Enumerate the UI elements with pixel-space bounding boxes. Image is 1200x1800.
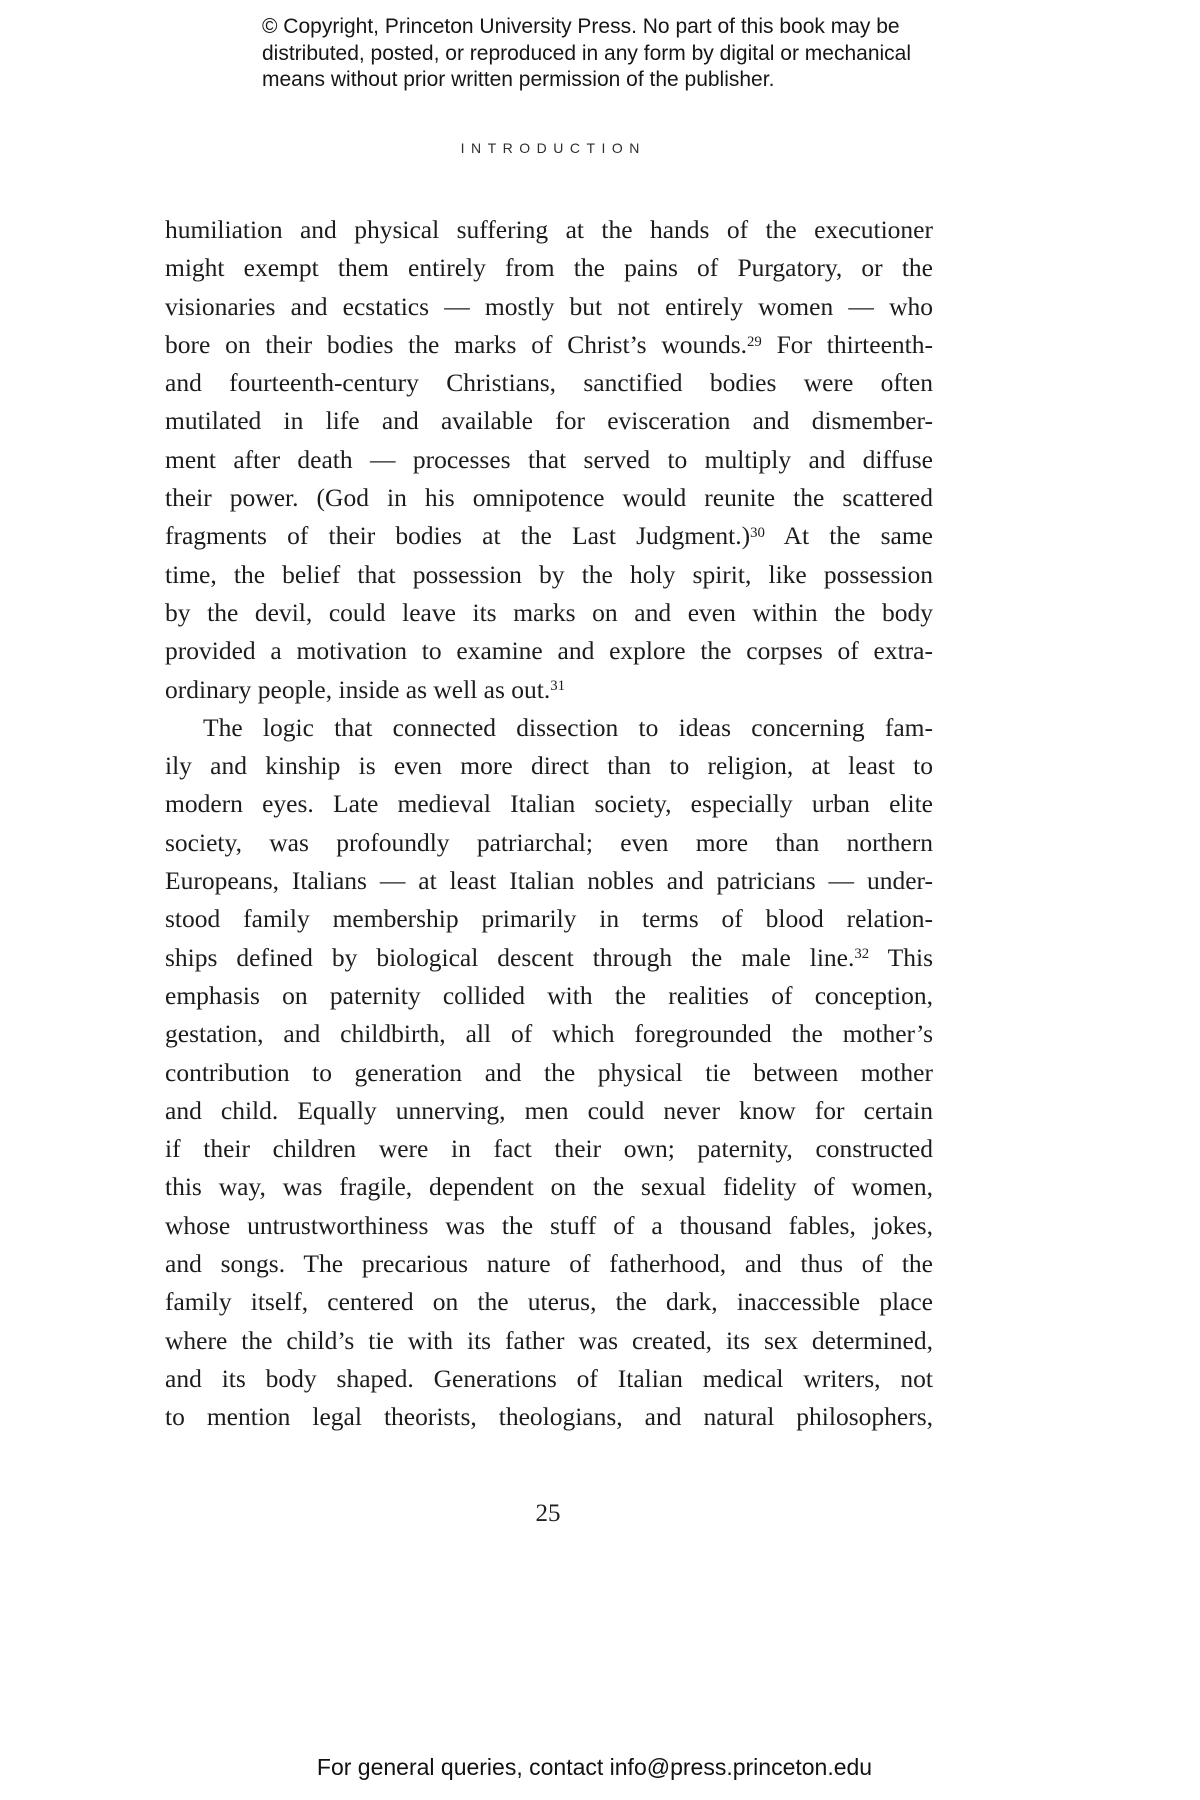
body-line: modern eyes. Late medieval Italian society, especially urban elite	[165, 789, 933, 819]
body-line: might exempt them entirely from the pains of Purgatory, or the	[165, 253, 933, 283]
body-line: ment after death — processes that served to multiply and diffuse	[165, 444, 933, 474]
body-line: ily and kinship is even more direct than to religion, at least to	[165, 751, 933, 781]
body-line: and songs. The precarious nature of fatherhood, and thus of the	[165, 1249, 933, 1279]
body-line: visionaries and ecstatics — mostly but not entirely women — who	[165, 291, 933, 321]
body-line: mutilated in life and available for evisceration and dismember-	[165, 406, 933, 436]
copyright-line: means without prior written permission of the publisher.	[262, 68, 775, 91]
body-line: family itself, centered on the uterus, the dark, inaccessible place	[165, 1287, 933, 1317]
body-line: where the child’s tie with its father was created, its sex determined,	[165, 1325, 933, 1355]
body-line: if their children were in fact their own; paternity, constructed	[165, 1134, 933, 1164]
body-line: humiliation and physical suffering at the hands of the executioner	[165, 215, 933, 244]
copyright-line: © Copyright, Princeton University Press. No part of this book may be	[262, 15, 900, 38]
body-line: time, the belief that possession by the holy spirit, like possession	[165, 559, 933, 589]
body-line: and its body shaped. Generations of Italian medical writers, not	[165, 1363, 933, 1393]
body-line: gestation, and childbirth, all of which foregrounded the mother’s	[165, 1019, 933, 1049]
footnote-ref: 29	[747, 333, 762, 350]
body-line: this way, was fragile, dependent on the sexual fidelity of women,	[165, 1172, 933, 1202]
body-line: to mention legal theorists, theologians, and natural philosophers,	[165, 1402, 933, 1432]
copyright-notice	[262, 14, 911, 94]
body-line: and fourteenth-century Christians, sanctified bodies were often	[165, 368, 933, 398]
body-line: society, was profoundly patriarchal; even more than northern	[165, 827, 933, 857]
footnote-ref: 32	[854, 946, 870, 963]
body-text	[165, 211, 933, 1437]
body-line: contribution to generation and the physical tie between mother	[165, 1057, 933, 1087]
page-number: 25	[535, 1500, 561, 1527]
body-line: emphasis on paternity collided with the realities of conception,	[165, 980, 933, 1010]
body-line: fragments of their bodies at the Last Judgment.)$^{30}$ At the same	[165, 521, 934, 551]
body-line: ships defined by biological descent through the male line.$^{32}$ This	[165, 942, 933, 972]
footer-contact: For general queries, contact info@press.princeton.edu	[316, 1754, 873, 1780]
body-line: and child. Equally unnerving, men could never know for certain	[165, 1095, 933, 1125]
body-line: provided a motivation to examine and explore the corpses of extra-	[165, 636, 933, 666]
section-header: INTRODUCTION	[460, 140, 646, 156]
body-line: Europeans, Italians — at least Italian nobles and patricians — under-	[165, 866, 933, 896]
body-line: their power. (God in his omnipotence would reunite the scattered	[165, 483, 933, 513]
body-line: bore on their bodies the marks of Christ’s wounds.$^{29}$ For thirteenth-	[165, 329, 933, 359]
copyright-line: distributed, posted, or reproduced in any form by digital or mechanical	[262, 41, 912, 65]
footnote-ref: 30	[750, 524, 765, 541]
footnote-ref: 31	[550, 678, 566, 695]
body-line: whose untrustworthiness was the stuff of a thousand fables, jokes,	[165, 1210, 933, 1240]
body-line: The logic that connected dissection to ideas concerning fam-	[203, 712, 933, 742]
body-line: stood family membership primarily in terms of blood relation-	[165, 904, 933, 934]
body-line: ordinary people, inside as well as out.$^{31}$	[165, 674, 566, 704]
body-line: by the devil, could leave its marks on and even within the body	[165, 597, 933, 627]
